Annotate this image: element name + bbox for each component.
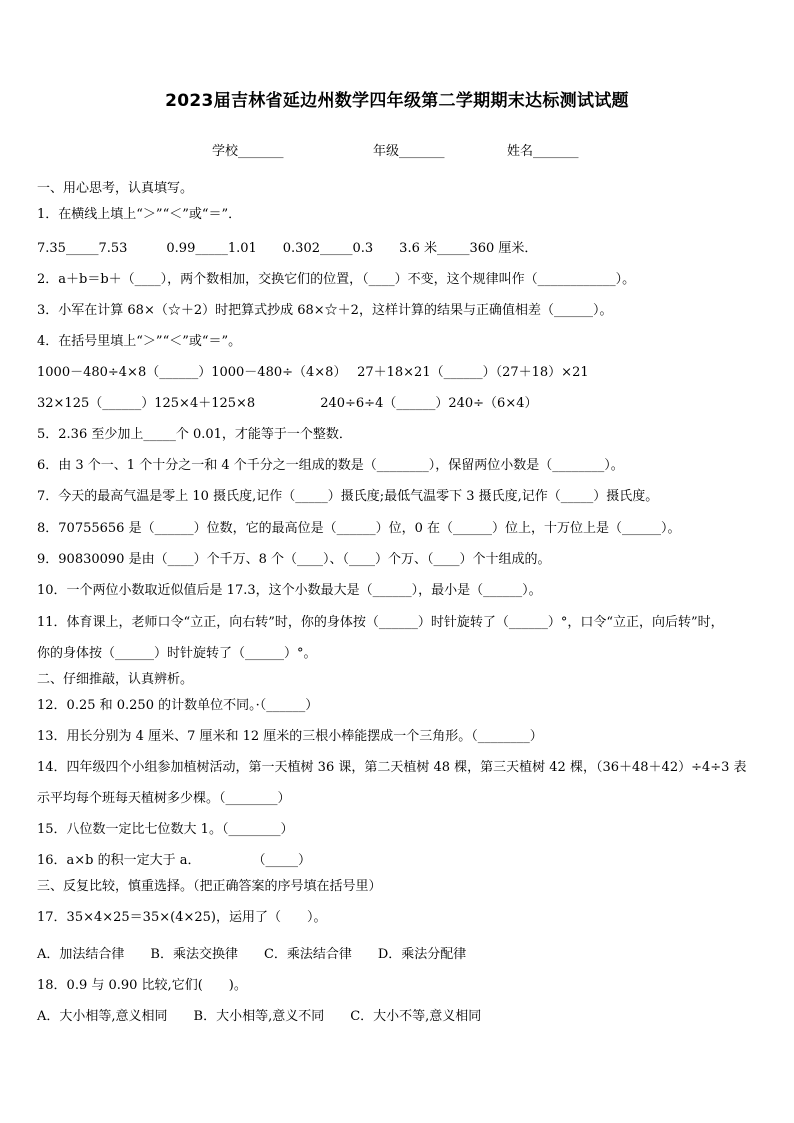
question-11-continued: 你的身体按（______）时针旋转了（______）°。: [37, 646, 317, 661]
grade-field: 年级_______: [373, 144, 445, 159]
question-18-options: A．大小相等,意义相同 B．大小相等,意义不同 C．大小不等,意义相同: [37, 1009, 482, 1024]
question-17: 17．35×4×25＝35×(4×25)，运用了（ ）。: [37, 910, 327, 925]
section-2-heading: 二、仔细推敲，认真辨析。: [37, 672, 194, 687]
question-9: 9．90830090 是由（____）个千万、8 个（____）、（____）个万、（____）个十组成的。: [37, 552, 551, 567]
question-12: 12．0.25 和 0.250 的计数单位不同。·（______）: [37, 698, 319, 713]
question-11: 11．体育课上，老师口令“立正，向右转”时，你的身体按（______）时针旋转了（______）°，口令“立正，向后转”时，: [37, 615, 724, 630]
question-4-row-1: 1000－480÷4×8（______）1000－480÷（4×8） 27＋18×21（______）（27＋18）×21: [37, 365, 589, 380]
question-17-options: A．加法结合律 B．乘法交换律 C．乘法结合律 D．乘法分配律: [37, 947, 467, 962]
school-field: 学校_______: [212, 144, 284, 159]
section-1-heading: 一、用心思考，认真填写。: [37, 181, 194, 196]
question-8: 8．70755656 是（______）位数，它的最高位是（______）位，0 在（______）位上，十万位上是（______）。: [37, 521, 681, 536]
question-4: 4．在括号里填上“＞”“＜”或“＝”。: [37, 334, 242, 349]
question-3: 3．小军在计算 68×（☆＋2）时把算式抄成 68×☆＋2，这样计算的结果与正确值相差（______）。: [37, 303, 613, 318]
question-13: 13．用长分别为 4 厘米、7 厘米和 12 厘米的三根小棒能摆成一个三角形。（________）: [37, 729, 543, 744]
question-14: 14．四年级四个小组参加植树活动，第一天植树 36 课，第二天植树 48 棵，第三天植树 42 棵，（36＋48＋42）÷4÷3 表: [37, 760, 747, 775]
question-1-items: 7.35_____7.53 0.99_____1.01 0.302_____0.3 3.6 米_____360 厘米．: [37, 241, 538, 256]
question-6: 6．由 3 个一、1 个十分之一和 4 个千分之一组成的数是（________），保留两位小数是（________）。: [37, 458, 624, 473]
section-3-heading: 三、反复比较，慎重选择。（把正确答案的序号填在括号里）: [37, 879, 382, 894]
question-2: 2．a＋b＝b＋（____），两个数相加，交换它们的位置，（____）不变，这个规律叫作（____________）。: [37, 272, 636, 287]
question-5: 5．2.36 至少加上_____个 0.01，才能等于一个整数．: [37, 427, 352, 442]
page-title: 2023届吉林省延边州数学四年级第二学期期末达标测试试题: [165, 91, 629, 111]
question-14-continued: 示平均每个班每天植树多少棵。（________）: [37, 791, 291, 806]
question-4-row-2: 32×125（______）125×4＋125×8 240÷6÷4（______）240÷（6×4）: [37, 396, 538, 411]
question-16: 16．a×b 的积一定大于 a． （_____）: [37, 853, 312, 868]
question-7: 7．今天的最高气温是零上 10 摄氏度,记作（_____）摄氏度;最低气温零下 3 摄氏度,记作（_____）摄氏度。: [37, 489, 659, 504]
question-18: 18．0.9 与 0.90 比较,它们( )。: [37, 978, 247, 993]
question-15: 15．八位数一定比七位数大 1。（________）: [37, 822, 294, 837]
question-10: 10．一个两位小数取近似值后是 17.3，这个小数最大是（______），最小是（______）。: [37, 583, 542, 598]
question-1: 1．在横线上填上“＞”“＜”或“＝”．: [37, 207, 242, 222]
name-field: 姓名_______: [507, 144, 579, 159]
